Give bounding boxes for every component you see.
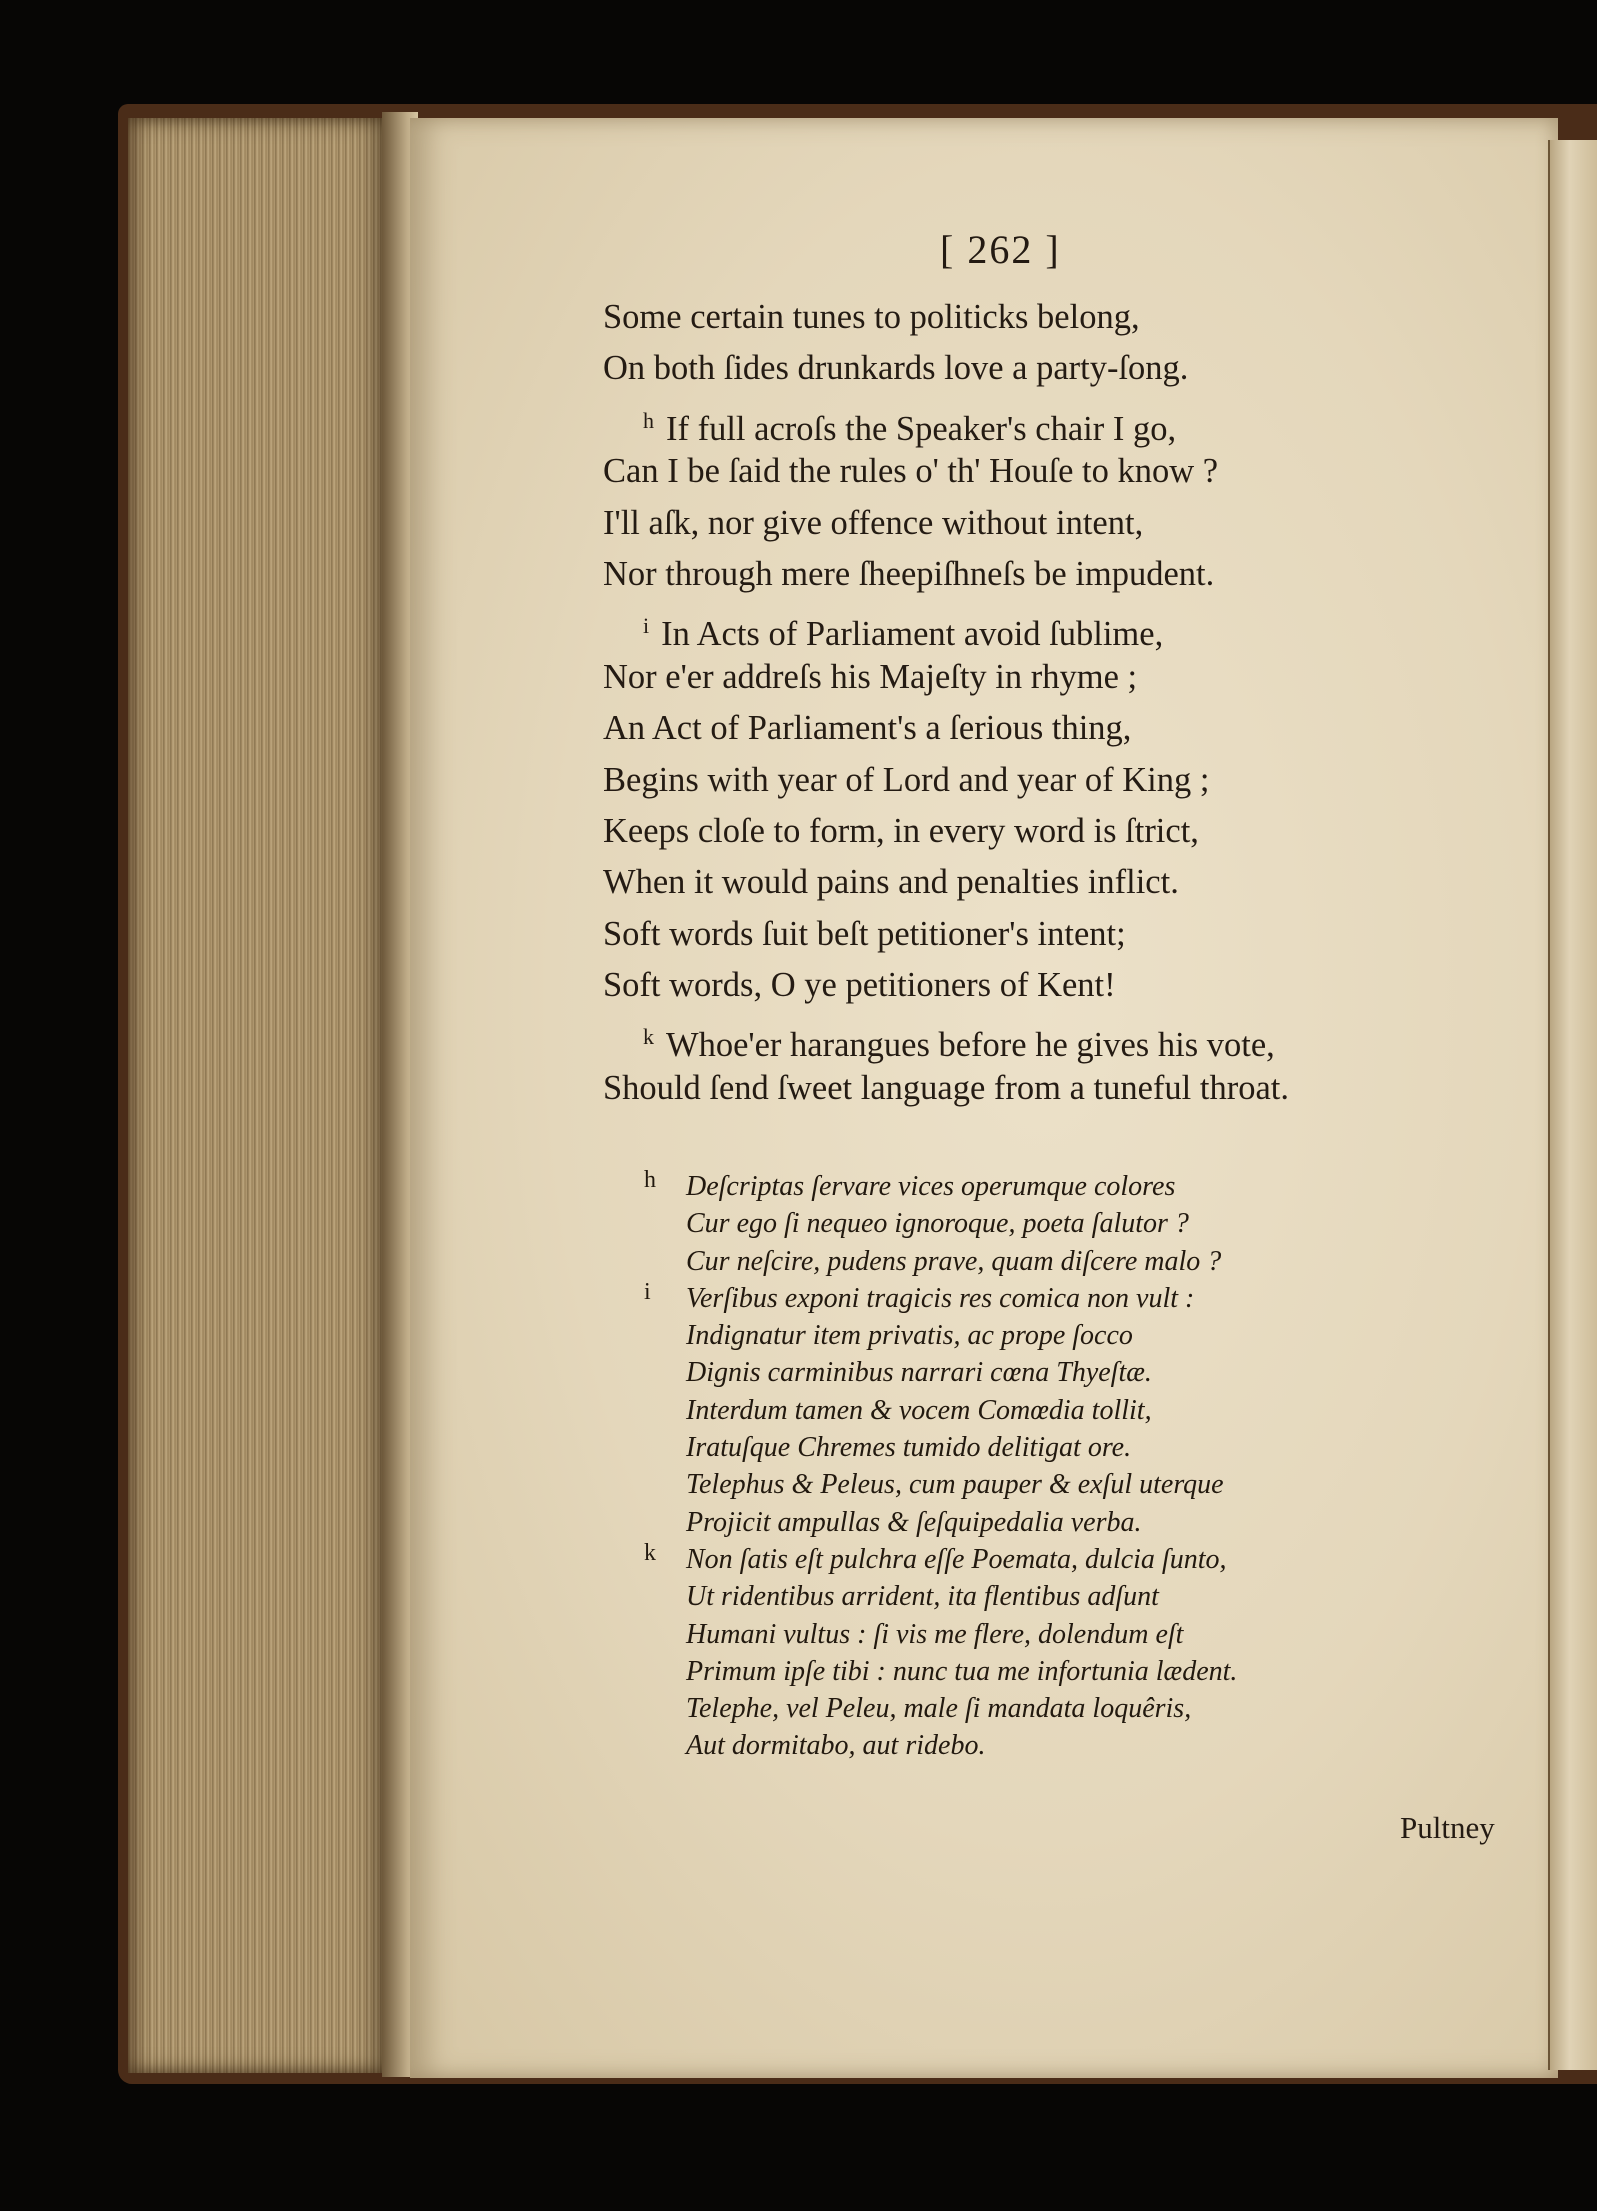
verse-line [603,498,1503,549]
verse-line [603,600,1503,654]
footnote [644,1168,1237,1280]
verse-line [603,755,1503,806]
footnote-reference-mark: k [643,1024,654,1050]
catchword: Pultney [1400,1810,1495,1845]
footnote-line: Aut dormitabo, aut ridebo. [686,1730,986,1762]
footnote-line: Humani vultus : ſi vis me flere, dolendum eſt [686,1618,1184,1650]
verse-line [603,960,1503,1011]
verse-line [603,343,1503,394]
verse-text: Can I be ſaid the rules o' th' Houſe to know ? [603,452,1219,491]
verse-text: Soft words, O ye petitioners of Kent! [603,966,1116,1005]
verse-text: When it would pains and penalties inflict. [603,863,1179,902]
footnote-line: Cur ego ſi nequeo ignoroque, poeta ſalutor ? [686,1208,1189,1240]
verse-line [603,446,1503,497]
footnote-mark: k [644,1539,656,1566]
verse-line [603,703,1503,754]
footnote-line: Telephus & Peleus, cum pauper & exſul uterque [686,1469,1224,1501]
footnote-line: Ut ridentibus arrident, ita flentibus adſunt [686,1581,1159,1613]
verse-line [603,395,1503,446]
footnote-reference-mark: i [643,613,650,639]
verse-text: I'll aſk, nor give offence without intent, [603,503,1144,542]
footnote-line: Dignis carminibus narrari cœna Thyeſtæ. [686,1357,1152,1389]
verse-text: Some certain tunes to politicks belong, [603,298,1140,336]
verse-line [603,652,1503,703]
footnote-line: Deſcriptas ſervare vices operumque colores [686,1171,1176,1202]
verse-text: Begins with year of Lord and year of King ; [603,760,1210,799]
verse-text: An Act of Parliament's a ſerious thing, [603,709,1132,748]
verse-line [603,909,1503,960]
footnote-mark: h [644,1167,656,1193]
verse-text: Whoe'er harangues before he gives his vote, [666,1026,1275,1065]
verse-text: Nor through mere ſheepiſhneſs be impudent. [603,554,1215,593]
footnote-line: Indignatur item privatis, ac prope ſocco [686,1320,1133,1352]
footnote-line: Cur neſcire, pudens prave, quam diſcere malo ? [686,1245,1222,1277]
footnote-reference-mark: h [643,407,654,433]
footnote-line: Primum ipſe tibi : nunc tua me infortunia lædent. [686,1655,1238,1687]
page-edges-block [128,118,390,2073]
footnote-line: Projicit ampullas & ſeſquipedalia verba. [686,1506,1142,1538]
verse-line [603,1011,1503,1065]
facing-page-edge [1548,140,1597,2070]
verse-text: Keeps cloſe to form, in every word is ſtrict, [603,811,1199,850]
verse-text: Should ſend ſweet language from a tuneful throat. [603,1068,1289,1107]
footnote [644,1280,1237,1541]
verse-line [603,806,1503,857]
footnote-line: Non ſatis eſt pulchra eſſe Poemata, dulcia ſunto, [686,1543,1227,1575]
verse-text: Nor e'er addreſs his Majeſty in rhyme ; [603,657,1138,696]
verse-block [603,292,1503,1114]
verse-line [603,1063,1503,1114]
footnote-line: Verſibus exponi tragicis res comica non vult : [686,1282,1195,1314]
footnote [644,1541,1237,1765]
footnote-mark: i [644,1278,651,1305]
verse-text: If full acroſs the Speaker's chair I go, [666,409,1177,448]
verse-line [603,857,1503,908]
verse-text: On both ſides drunkards love a party-ſong. [603,349,1189,388]
footnote-line: Iratuſque Chremes tumido delitigat ore. [686,1432,1132,1464]
verse-text: Soft words ſuit beſt petitioner's intent; [603,914,1126,953]
footnote-line: Telephe, vel Peleu, male ſi mandata loquêris, [686,1693,1192,1725]
verse-line [603,549,1503,600]
page-number: [ 262 ] [940,227,1061,272]
verse-line [603,292,1503,343]
footnotes-block [644,1168,1237,1765]
footnote-line: Interdum tamen & vocem Comœdia tollit, [686,1394,1152,1426]
verse-text: In Acts of Parliament avoid ſublime, [661,615,1164,654]
